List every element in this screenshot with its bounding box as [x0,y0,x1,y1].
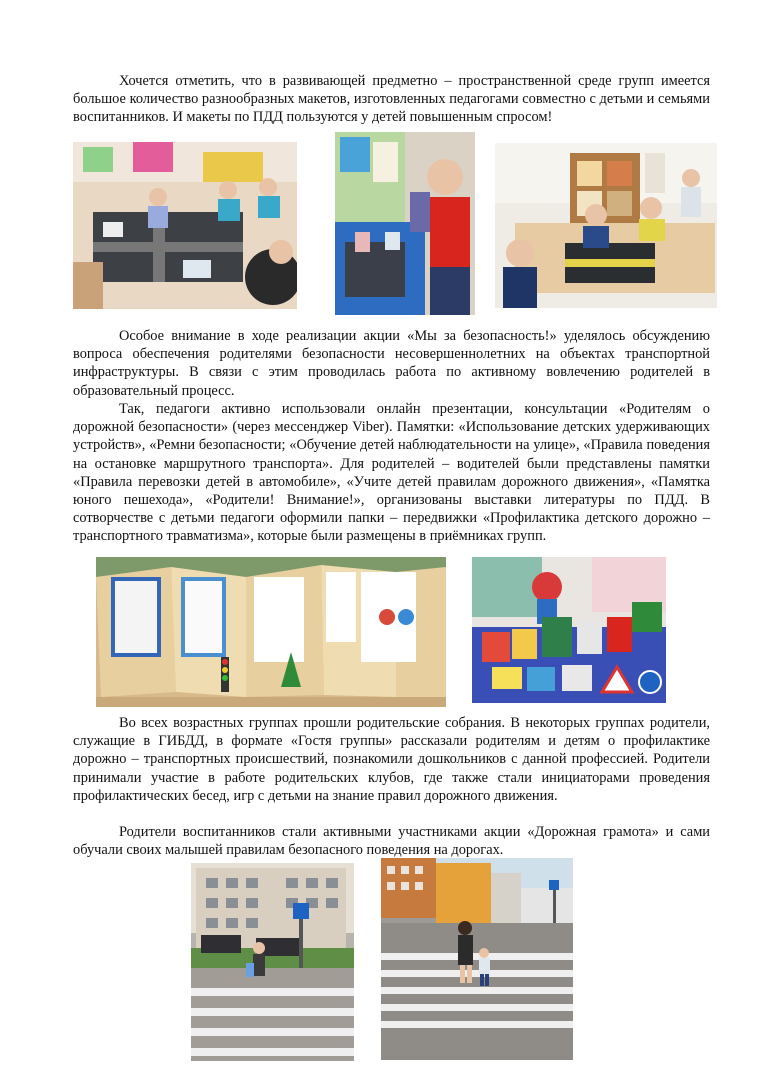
photo-children-at-table-with-road-mat [495,143,717,308]
paragraph-models: Хочется отметить, что в развивающей предметно – пространственной среде групп имеется большое количество разнообразных макетов, изготовленных педагогами совместно с детьми и семьями воспитанников. И макеты по ПДД пользуются у детей повышенным спросом! [73,73,710,126]
paragraph-special-attention: Особое внимание в ходе реализации акции «Мы за безопасность!» уделялось обсуждению вопроса обеспечения родителями безопасности несовершеннолетних на объектах транспортной инфраструктуры. В связи с этим проводилась работа по активному вовлечению родителей в образовательный процесс. [73,328,710,399]
photo-children-playing-with-road-model [73,142,297,309]
photo-folding-information-stand [96,557,446,707]
photo-parent-with-child-at-crosswalk [191,863,354,1061]
photo-boy-with-city-model [335,132,475,315]
paragraph-road-literacy-action: Родители воспитанников стали активными участниками акции «Дорожная грамота» и сами обучали своих малышей правилам безопасного поведения на дорогах. [73,824,710,859]
photo-book-exhibition [472,557,666,703]
paragraph-parent-meetings: Во всех возрастных группах прошли родительские собрания. В некоторых группах родители, служащие в ГИБДД, в формате «Гостя группы» рассказали родителям и детям о профилактике дорожно – транспортных происшествий, познакомили дошкольников с данной профессией. Родители принимали участие в работе родительских клубов, где также стали инициаторами проведения профилактических бесед, игр с детьми на знание правил дорожного движения. [73,715,710,804]
paragraph-online-presentations: Так, педагоги активно использовали онлайн презентации, консультации «Родителям о дорожной безопасности» (через мессенджер Viber). Памятки: «Использование детских удерживающих устройств», «Ремни безопасности; «Обучение детей наблюдательности на улице», «Правила поведения на остановке маршрутного транспорта». Для родителей – водителей были представлены памятки «Правила перевозки детей в автомобиле», «Учите детей правилам дорожного движения», «Памятка юного пешехода», «Родители! Внимание!», организованы выставки литературы по ПДД. В сотворчестве с детьми педагоги оформили папки – передвижки «Профилактика детского дорожно – транспортного травматизма», которые были размещены в приёмниках групп. [73,401,710,545]
photo-mother-and-child-crossing-street [381,858,573,1060]
